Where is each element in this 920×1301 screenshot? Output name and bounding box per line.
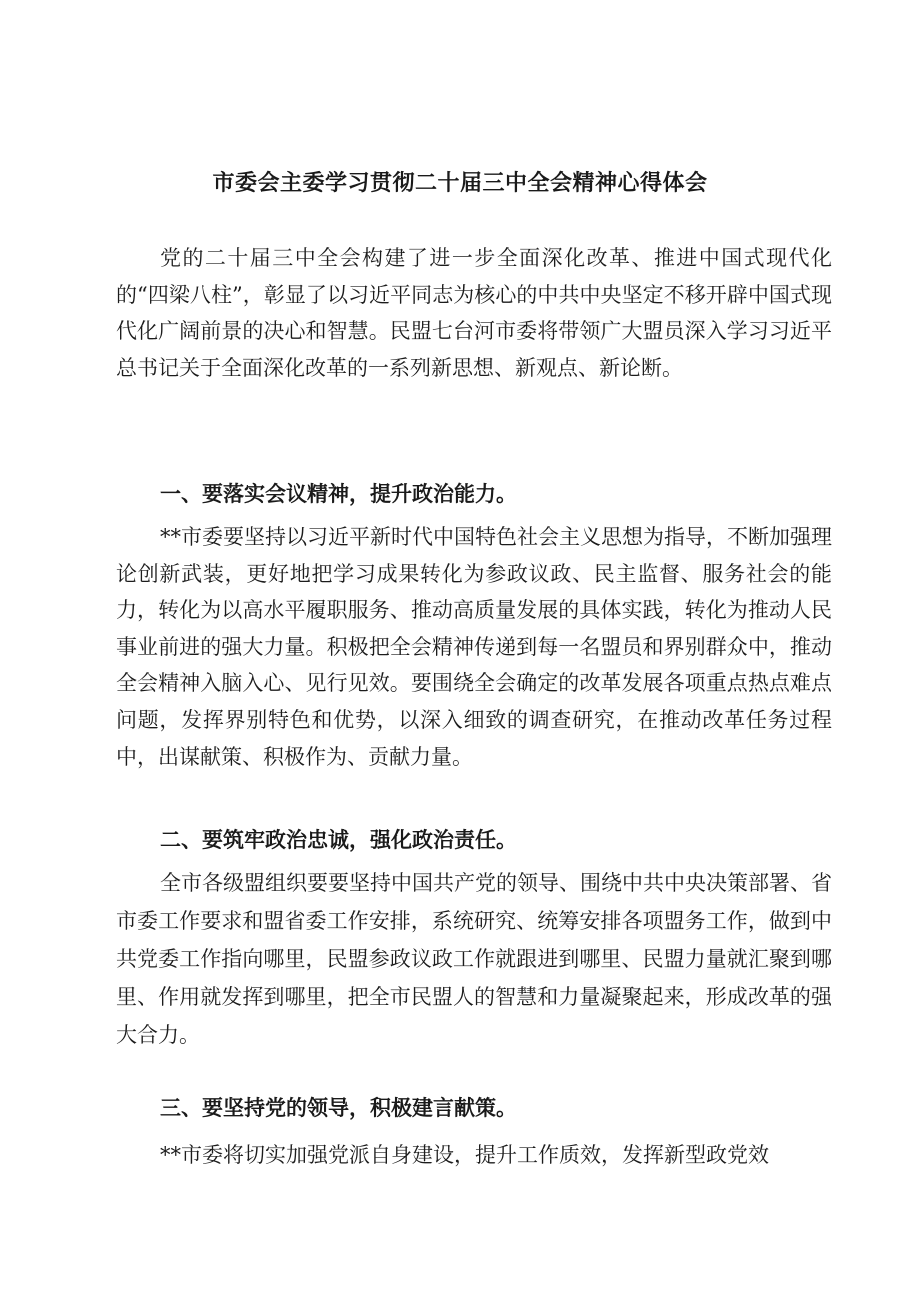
section-3-paragraph: **市委将切实加强党派自身建设，提升工作质效，发挥新型政党效	[160, 1143, 769, 1167]
section-1-heading: 一、要落实会议精神，提升政治能力。	[160, 482, 517, 506]
document-title: 市委会主委学习贯彻二十届三中全会精神心得体会	[212, 171, 708, 196]
section-3-heading: 三、要坚持党的领导，积极建言献策。	[160, 1096, 517, 1120]
section-1-paragraph: **市委要坚持以习近平新时代中国特色社会主义思想为指导，不断加强理论创新武装，更好地把学习成果转化为参政议政、民主监督、服务社会的能力，转化为以高水平履职服务、推动高质量发展的具体实践，转化为推动人民事业前进的强大力量。积极把全会精神传递到每一名盟员和界别群众中，推动全会精神入脑入心、见行见效。要围绕全会确定的改革发展各项重点热点难点问题，发挥界别特色和优势，以深入细致的调查研究，在推动改革任务过程中，出谋献策、积极作为、贡献力量。	[116, 525, 832, 769]
section-2-heading: 二、要筑牢政治忠诚，强化政治责任。	[160, 828, 517, 852]
section-2-paragraph: 全市各级盟组织要要坚持中国共产党的领导、围绕中共中央决策部署、省市委工作要求和盟省委工作安排，系统研究、统筹安排各项盟务工作，做到中共党委工作指向哪里，民盟参政议政工作就跟进到哪里、民盟力量就汇聚到哪里、作用就发挥到哪里，把全市民盟人的智慧和力量凝聚起来，形成改革的强大合力。	[116, 871, 832, 1047]
intro-paragraph: 党的二十届三中全会构建了进一步全面深化改革、推进中国式现代化的“四梁八柱”，彰显了以习近平同志为核心的中共中央坚定不移开辟中国式现代化广阔前景的决心和智慧。民盟七台河市委将带领广大盟员深入学习习近平总书记关于全面深化改革的一系列新思想、新观点、新论断。	[116, 246, 832, 380]
